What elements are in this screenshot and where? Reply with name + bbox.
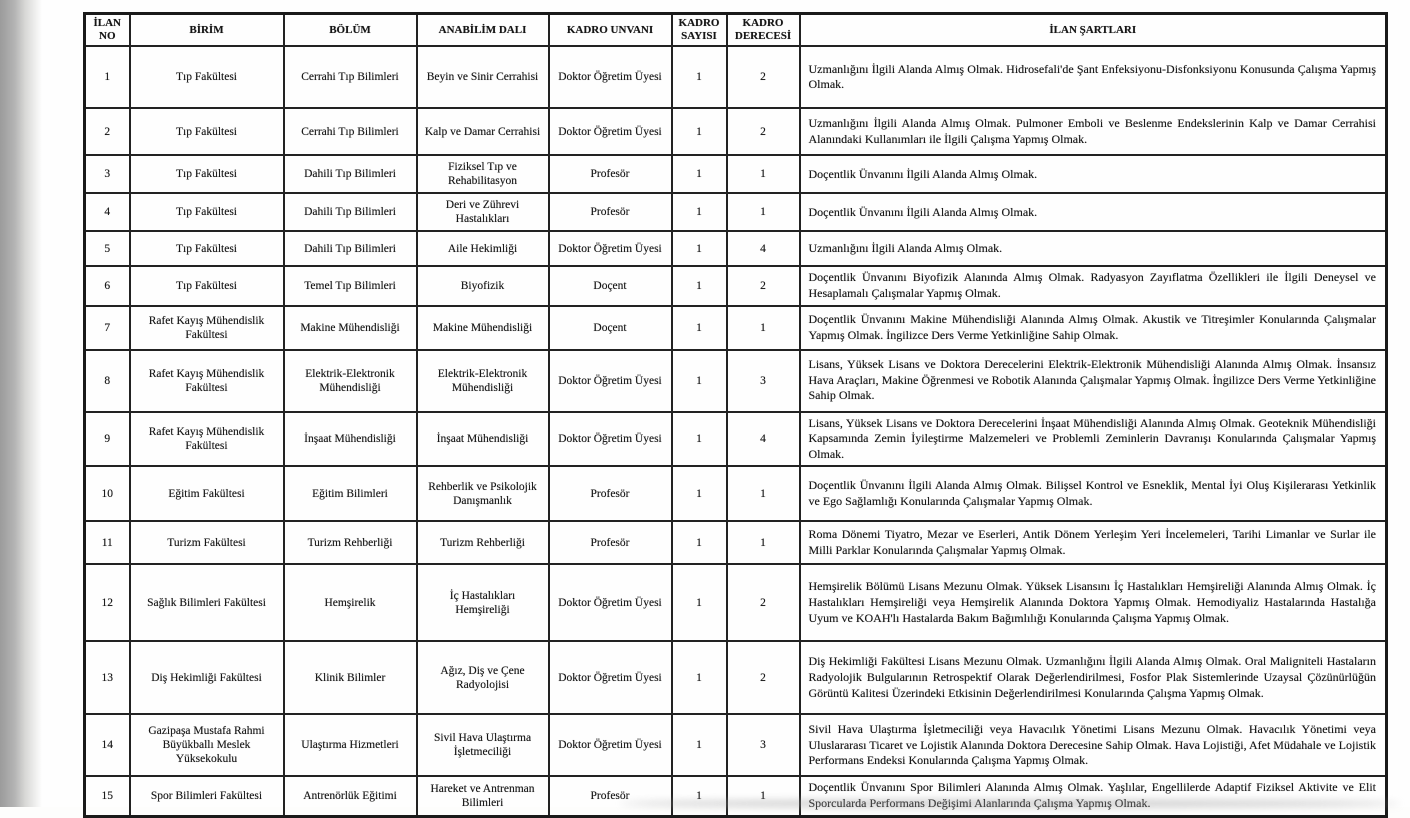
cell-ilan-no: 7: [85, 306, 130, 350]
cell-ilan-sartlari: Diş Hekimliği Fakültesi Lisans Mezunu Olmak. Uzmanlığını İlgili Alanda Almış Olmak. Oral Maligniteli Hastaların Radyolojik Bulgularının Retrospektif Olarak Değerlendirilmesi, Fosfor Plak Sistemlerinde Uzaysal Çözünürlüğün Görüntü Kalitesi Üzerindeki Etkisinin Değerlendirilmesi Konularında Çalışma Yapmış Olmak.: [800, 641, 1387, 714]
cell-birim: Tıp Fakültesi: [130, 193, 284, 231]
cell-anabilim-dali: Turizm Rehberliği: [417, 521, 549, 564]
cell-ilan-no: 14: [85, 714, 130, 776]
cell-ilan-sartlari: Doçentlik Ünvanını İlgili Alanda Almış Olmak. Bilişsel Kontrol ve Esneklik, Mental İyi Oluş Kişilerarası Yetkinlik ve Ego Sağlamlığı Konularında Çalışmalar Yapmış Olmak.: [800, 466, 1387, 521]
cell-anabilim-dali: Biyofizik: [417, 266, 549, 305]
cell-kadro-derecesi: 3: [727, 350, 800, 412]
cell-ilan-no: 3: [85, 155, 130, 193]
cell-kadro-derecesi: 2: [727, 564, 800, 641]
cell-bolum: Cerrahi Tıp Bilimleri: [284, 46, 417, 108]
cell-kadro-sayisi: 1: [672, 155, 727, 193]
table-row: [85, 108, 1387, 155]
cell-kadro-unvani: Profesör: [549, 193, 672, 231]
cell-anabilim-dali: Sivil Hava Ulaştırma İşletmeciliği: [417, 714, 549, 776]
table-row: [85, 306, 1387, 350]
cell-ilan-no: 4: [85, 193, 130, 231]
table-row: [85, 412, 1387, 467]
cell-kadro-derecesi: 2: [727, 46, 800, 108]
cell-anabilim-dali: Deri ve Zührevi Hastalıkları: [417, 193, 549, 231]
header-birim: BİRİM: [130, 14, 284, 47]
cell-kadro-derecesi: 2: [727, 641, 800, 714]
cell-anabilim-dali: Beyin ve Sinir Cerrahisi: [417, 46, 549, 108]
cell-kadro-unvani: Profesör: [549, 776, 672, 816]
table-row: [85, 46, 1387, 108]
cell-kadro-derecesi: 4: [727, 231, 800, 266]
cell-bolum: Antrenörlük Eğitimi: [284, 776, 417, 816]
cell-kadro-sayisi: 1: [672, 46, 727, 108]
cell-kadro-unvani: Doktor Öğretim Üyesi: [549, 108, 672, 155]
table-row: [85, 521, 1387, 564]
cell-birim: Gazipaşa Mustafa Rahmi Büyükballı Meslek Yüksekokulu: [130, 714, 284, 776]
cell-anabilim-dali: Elektrik-Elektronik Mühendisliği: [417, 350, 549, 412]
table-header-row: [85, 14, 1387, 47]
cell-kadro-derecesi: 3: [727, 714, 800, 776]
header-kadro-unvani: KADRO UNVANI: [549, 14, 672, 47]
cell-kadro-unvani: Doktor Öğretim Üyesi: [549, 350, 672, 412]
cell-kadro-sayisi: 1: [672, 564, 727, 641]
table-row: [85, 350, 1387, 412]
cell-kadro-sayisi: 1: [672, 231, 727, 266]
cell-kadro-derecesi: 1: [727, 306, 800, 350]
cell-kadro-sayisi: 1: [672, 193, 727, 231]
cell-birim: Sağlık Bilimleri Fakültesi: [130, 564, 284, 641]
cell-kadro-derecesi: 1: [727, 466, 800, 521]
cell-kadro-unvani: Doktor Öğretim Üyesi: [549, 412, 672, 467]
cell-kadro-sayisi: 1: [672, 521, 727, 564]
cell-ilan-sartlari: Sivil Hava Ulaştırma İşletmeciliği veya Havacılık Yönetimi Lisans Mezunu Olmak. Havacılık Yönetimi veya Uluslararası Ticaret ve Lojistik Alanında Doktora Derecesine Sahip Olmak. Hava Lojistiği, Afet Müdahale ve Lojistik Performans Endeksi Konularında Çalışma Yapmış Olmak.: [800, 714, 1387, 776]
table-row: [85, 564, 1387, 641]
cell-anabilim-dali: Rehberlik ve Psikolojik Danışmanlık: [417, 466, 549, 521]
cell-ilan-no: 13: [85, 641, 130, 714]
cell-bolum: Hemşirelik: [284, 564, 417, 641]
table-row: [85, 776, 1387, 816]
cell-ilan-no: 5: [85, 231, 130, 266]
cell-kadro-unvani: Doktor Öğretim Üyesi: [549, 231, 672, 266]
header-ilan-no: İLAN NO: [85, 14, 130, 47]
cell-anabilim-dali: İç Hastalıkları Hemşireliği: [417, 564, 549, 641]
cell-ilan-sartlari: Doçentlik Ünvanını Biyofizik Alanında Almış Olmak. Radyasyon Zayıflatma Özellikleri ile İlgili Deneysel ve Hesaplamalı Çalışmalar Yapmış Olmak.: [800, 266, 1387, 305]
scan-edge-artifact: [0, 0, 42, 807]
cell-ilan-no: 2: [85, 108, 130, 155]
cell-ilan-sartlari: Uzmanlığını İlgili Alanda Almış Olmak. Hidrosefali'de Şant Enfeksiyonu-Disfonksiyonu Konusunda Çalışma Yapmış Olmak.: [800, 46, 1387, 108]
cell-kadro-derecesi: 1: [727, 521, 800, 564]
cell-ilan-no: 1: [85, 46, 130, 108]
cell-kadro-derecesi: 1: [727, 193, 800, 231]
cell-anabilim-dali: Hareket ve Antrenman Bilimleri: [417, 776, 549, 816]
cell-bolum: Dahili Tıp Bilimleri: [284, 231, 417, 266]
cell-birim: Diş Hekimliği Fakültesi: [130, 641, 284, 714]
cell-ilan-no: 11: [85, 521, 130, 564]
cell-birim: Rafet Kayış Mühendislik Fakültesi: [130, 350, 284, 412]
cell-kadro-derecesi: 2: [727, 266, 800, 305]
header-kadro-derecesi: KADRO DERECESİ: [727, 14, 800, 47]
cell-kadro-derecesi: 2: [727, 108, 800, 155]
cell-kadro-sayisi: 1: [672, 412, 727, 467]
cell-bolum: Temel Tıp Bilimleri: [284, 266, 417, 305]
cell-ilan-sartlari: Doçentlik Ünvanını İlgili Alanda Almış Olmak.: [800, 193, 1387, 231]
cell-kadro-unvani: Doçent: [549, 306, 672, 350]
cell-birim: Tıp Fakültesi: [130, 155, 284, 193]
header-kadro-sayisi: KADRO SAYISI: [672, 14, 727, 47]
table-row: [85, 155, 1387, 193]
cell-birim: Turizm Fakültesi: [130, 521, 284, 564]
cell-kadro-unvani: Doktor Öğretim Üyesi: [549, 564, 672, 641]
cell-kadro-derecesi: 4: [727, 412, 800, 467]
cell-kadro-unvani: Profesör: [549, 466, 672, 521]
table-row: [85, 466, 1387, 521]
header-bolum: BÖLÜM: [284, 14, 417, 47]
cell-kadro-unvani: Doktor Öğretim Üyesi: [549, 641, 672, 714]
cell-ilan-sartlari: Uzmanlığını İlgili Alanda Almış Olmak.: [800, 231, 1387, 266]
cell-bolum: Eğitim Bilimleri: [284, 466, 417, 521]
cell-bolum: İnşaat Mühendisliği: [284, 412, 417, 467]
cell-bolum: Ulaştırma Hizmetleri: [284, 714, 417, 776]
cell-kadro-derecesi: 1: [727, 155, 800, 193]
cell-birim: Tıp Fakültesi: [130, 46, 284, 108]
cell-kadro-unvani: Profesör: [549, 521, 672, 564]
cell-ilan-sartlari: Uzmanlığını İlgili Alanda Almış Olmak. Pulmoner Emboli ve Beslenme Endekslerinin Kalp ve Damar Cerrahisi Alanındaki Kullanımları ile İlgili Çalışma Yapmış Olmak.: [800, 108, 1387, 155]
header-ilan-sartlari: İLAN ŞARTLARI: [800, 14, 1387, 47]
cell-bolum: Cerrahi Tıp Bilimleri: [284, 108, 417, 155]
cell-kadro-sayisi: 1: [672, 776, 727, 816]
cell-ilan-no: 9: [85, 412, 130, 467]
cell-kadro-derecesi: 1: [727, 776, 800, 816]
cell-ilan-no: 12: [85, 564, 130, 641]
scan-shadow-artifact: [620, 800, 1400, 807]
cell-birim: Tıp Fakültesi: [130, 231, 284, 266]
cell-kadro-sayisi: 1: [672, 108, 727, 155]
cell-kadro-unvani: Doçent: [549, 266, 672, 305]
cell-anabilim-dali: Ağız, Diş ve Çene Radyolojisi: [417, 641, 549, 714]
cell-bolum: Makine Mühendisliği: [284, 306, 417, 350]
cell-kadro-sayisi: 1: [672, 306, 727, 350]
cell-ilan-no: 6: [85, 266, 130, 305]
announcement-table: [83, 12, 1388, 818]
cell-birim: Tıp Fakültesi: [130, 266, 284, 305]
cell-ilan-no: 10: [85, 466, 130, 521]
table-row: [85, 714, 1387, 776]
cell-anabilim-dali: Makine Mühendisliği: [417, 306, 549, 350]
cell-birim: Rafet Kayış Mühendislik Fakültesi: [130, 412, 284, 467]
cell-ilan-sartlari: Lisans, Yüksek Lisans ve Doktora Derecelerini Elektrik-Elektronik Mühendisliği Alanında Almış Olmak. İnsansız Hava Araçları, Makine Öğrenmesi ve Robotik Alanında Çalışmalar Yapmış Olmak. İngilizce Ders Verme Yetkinliğine Sahip Olmak.: [800, 350, 1387, 412]
table-row: [85, 193, 1387, 231]
cell-bolum: Dahili Tıp Bilimleri: [284, 155, 417, 193]
cell-ilan-sartlari: Doçentlik Ünvanını Makine Mühendisliği Alanında Almış Olmak. Akustik ve Titreşimler Konularında Çalışmalar Yapmış Olmak. İngilizce Ders Verme Yetkinliğine Sahip Olmak.: [800, 306, 1387, 350]
cell-anabilim-dali: Fiziksel Tıp ve Rehabilitasyon: [417, 155, 549, 193]
cell-kadro-unvani: Profesör: [549, 155, 672, 193]
cell-kadro-sayisi: 1: [672, 350, 727, 412]
cell-ilan-sartlari: Lisans, Yüksek Lisans ve Doktora Derecelerini İnşaat Mühendisliği Alanında Almış Olmak. Geoteknik Mühendisliği Kapsamında Zemin İyileştirme Malzemeleri ve Problemli Zeminlerin Davranışı Konularında Çalışmalar Yapmış Olmak.: [800, 412, 1387, 467]
header-anabilim-dali: ANABİLİM DALI: [417, 14, 549, 47]
cell-ilan-no: 8: [85, 350, 130, 412]
cell-anabilim-dali: İnşaat Mühendisliği: [417, 412, 549, 467]
cell-anabilim-dali: Kalp ve Damar Cerrahisi: [417, 108, 549, 155]
cell-ilan-sartlari: Hemşirelik Bölümü Lisans Mezunu Olmak. Yüksek Lisansını İç Hastalıkları Hemşireliği Alanında Almış Olmak. İç Hastalıkları Hemşireliği veya Hemşirelik Alanında Doktora Yapmış Olmak. Hemodiyaliz Hastalarında Hastalığa Uyum ve KOAH'lı Hastalarda Bakım Bağımlılığı Konularında Çalışma Yapmış Olmak.: [800, 564, 1387, 641]
cell-kadro-sayisi: 1: [672, 466, 727, 521]
cell-ilan-sartlari: Roma Dönemi Tiyatro, Mezar ve Eserleri, Antik Dönem Yerleşim Yeri İncelemeleri, Tarihi Limanlar ve Surlar ile Milli Parklar Konularında Çalışmalar Yapmış Olmak.: [800, 521, 1387, 564]
cell-kadro-unvani: Doktor Öğretim Üyesi: [549, 46, 672, 108]
table-row: [85, 266, 1387, 305]
cell-birim: Spor Bilimleri Fakültesi: [130, 776, 284, 816]
table-row: [85, 231, 1387, 266]
cell-birim: Tıp Fakültesi: [130, 108, 284, 155]
cell-kadro-sayisi: 1: [672, 266, 727, 305]
table-row: [85, 641, 1387, 714]
cell-ilan-sartlari: Doçentlik Ünvanını İlgili Alanda Almış Olmak.: [800, 155, 1387, 193]
cell-anabilim-dali: Aile Hekimliği: [417, 231, 549, 266]
cell-bolum: Klinik Bilimler: [284, 641, 417, 714]
cell-bolum: Turizm Rehberliği: [284, 521, 417, 564]
cell-kadro-unvani: Doktor Öğretim Üyesi: [549, 714, 672, 776]
cell-ilan-sartlari: Doçentlik Ünvanını Spor Bilimleri Alanında Almış Olmak. Yaşlılar, Engellilerde Adaptif Fiziksel Aktivite ve Elit Sporcularda Performans Değişimi Alanlarında Çalışma Yapmış Olmak.: [800, 776, 1387, 816]
cell-kadro-sayisi: 1: [672, 641, 727, 714]
cell-bolum: Elektrik-Elektronik Mühendisliği: [284, 350, 417, 412]
cell-bolum: Dahili Tıp Bilimleri: [284, 193, 417, 231]
cell-birim: Rafet Kayış Mühendislik Fakültesi: [130, 306, 284, 350]
cell-birim: Eğitim Fakültesi: [130, 466, 284, 521]
cell-ilan-no: 15: [85, 776, 130, 816]
cell-kadro-sayisi: 1: [672, 714, 727, 776]
table-body: [85, 46, 1387, 816]
